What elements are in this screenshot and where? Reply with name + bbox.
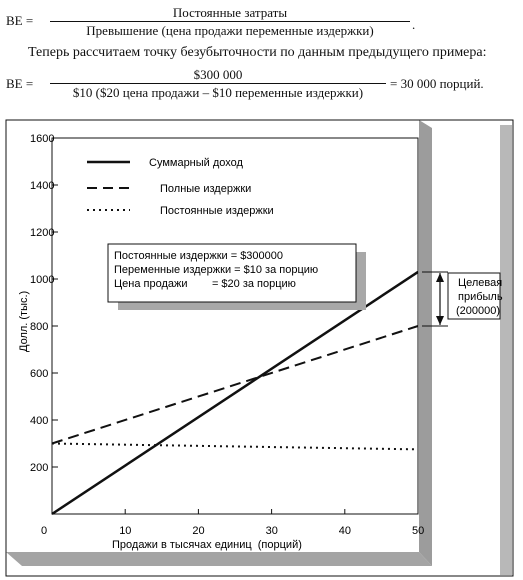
info-box: [108, 244, 366, 310]
formula1-lhs: BE =: [6, 13, 34, 28]
annotation-line-3: (200000): [456, 305, 501, 317]
y-axis-title: Долл. (тыс.): [18, 290, 30, 352]
formula1-fraction: [50, 6, 410, 37]
y-tick-label: 200: [30, 462, 49, 474]
x-tick-label: 40: [338, 525, 352, 537]
annotation-arrow-head-up: [436, 273, 444, 282]
x-tick-label: 30: [265, 525, 278, 537]
y-tick-label: 1000: [30, 274, 55, 286]
annotation-arrow-head-down: [436, 316, 444, 325]
figure-right-shade: [500, 125, 512, 575]
target-profit-annotation: [422, 272, 503, 326]
legend-label-fixed-costs: Постоянные издержки: [160, 205, 274, 217]
chart-shadow-right: [419, 120, 432, 566]
annotation-line-1: Целевая: [458, 277, 503, 289]
info-line-price: Цена продажи = $20 за порцию: [114, 278, 296, 290]
formula2-fraction: [50, 68, 386, 99]
x-tick-label: 10: [119, 525, 132, 537]
intro-paragraph: Теперь рассчитаем точку безубыточности по данным предыдущего примера:: [28, 45, 487, 60]
y-tick-label: 800: [30, 321, 49, 333]
formula2-result: = 30 000 порций.: [390, 76, 484, 91]
legend-label-total-costs: Полные издержки: [160, 183, 252, 195]
formula2-denominator: $10 ($20 цена продажи – $10 переменные издержки): [50, 83, 386, 99]
formula-be-definition: [6, 6, 446, 40]
breakeven-chart: [0, 112, 523, 580]
y-tick-label: 1200: [30, 227, 55, 239]
formula1-tail: .: [412, 17, 416, 32]
formula2-lhs: BE =: [6, 76, 34, 91]
y-tick-label: 400: [30, 415, 49, 427]
x-tick-label: 20: [192, 525, 205, 537]
formula-be-calculation: [6, 68, 516, 102]
x-axis-title: Продажи в тысячах единиц (порций): [112, 539, 302, 551]
info-line-variable: Переменные издержки = $10 за порцию: [114, 264, 319, 276]
chart-shadow-bottom: [6, 552, 432, 566]
x-tick-label: 0: [41, 525, 48, 537]
y-tick-label: 1600: [30, 133, 55, 145]
annotation-line-2: прибыль: [458, 291, 503, 303]
formula1-denominator: Превышение (цена продажи переменные издержки): [50, 21, 410, 37]
legend-label-revenue: Суммарный доход: [149, 157, 243, 169]
info-line-fixed: Постоянные издержки = $300000: [114, 250, 284, 262]
y-tick-label: 1400: [30, 180, 55, 192]
y-tick-label: 600: [30, 368, 49, 380]
x-tick-label: 50: [412, 525, 425, 537]
formula1-numerator: Постоянные затраты: [172, 5, 288, 20]
formula2-numerator: $300 000: [193, 67, 243, 82]
